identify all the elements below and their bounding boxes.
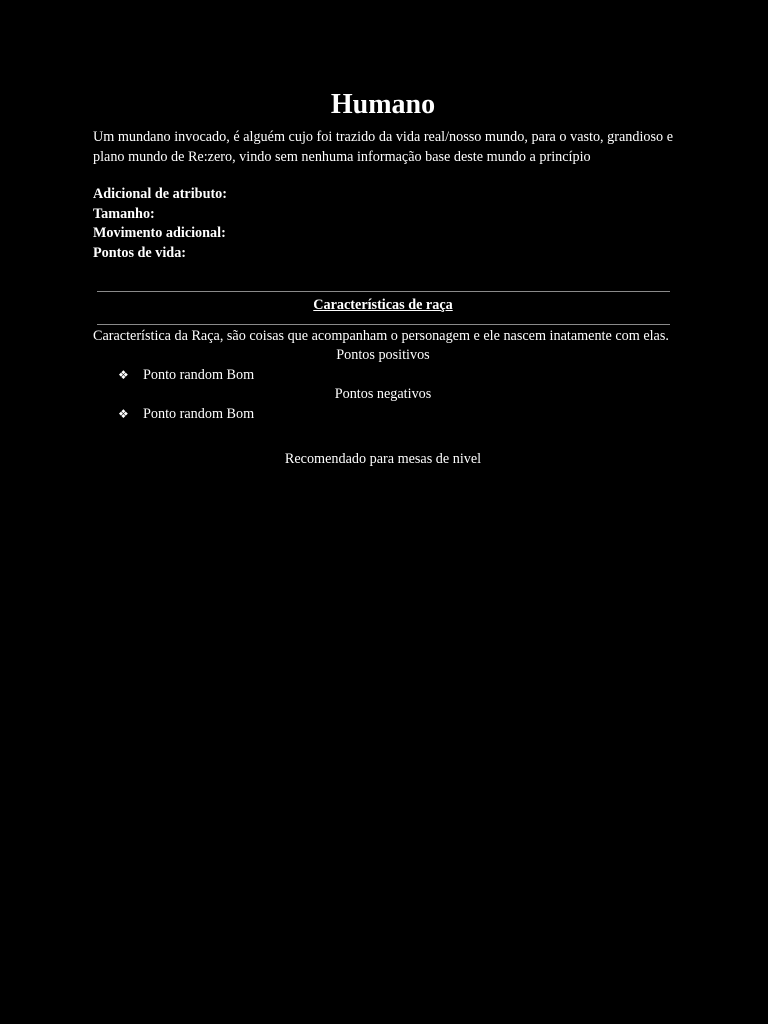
page-title: Humano (330, 89, 436, 120)
divider-top (97, 291, 670, 292)
hit-points-label: Pontos de vida: (93, 244, 187, 261)
four-diamond-icon: ❖ (118, 367, 129, 382)
list-item (93, 366, 673, 386)
negative-heading: Pontos negativos (334, 386, 432, 402)
recommendation-text: Recomendado para mesas de nivel (284, 451, 482, 467)
race-description: Característica da Raça, são coisas que acompanham o personagem e ele nascem inatamente com elas. (93, 327, 669, 344)
attribute-list (93, 185, 673, 263)
section-heading: Características de raça (313, 297, 453, 313)
positive-item-text: Ponto random Bom (143, 366, 255, 383)
size-label: Tamanho: (93, 205, 155, 222)
movement-label: Movimento adicional: (93, 225, 226, 241)
divider-bottom (97, 324, 670, 325)
negative-item-text: Ponto random Bom (143, 405, 255, 422)
list-item (93, 405, 673, 425)
four-diamond-icon: ❖ (118, 406, 129, 421)
positive-heading: Pontos positivos (336, 347, 430, 363)
document-page (93, 88, 673, 484)
attribute-bonus-label: Adicional de atributo: (93, 186, 227, 202)
intro-paragraph: Um mundano invocado, é alguém cujo foi trazido da vida real/nosso mundo, para o vasto, grandioso e plano mundo de Re:zero, vindo sem nenhuma informação base deste mundo a princípio (93, 129, 673, 165)
